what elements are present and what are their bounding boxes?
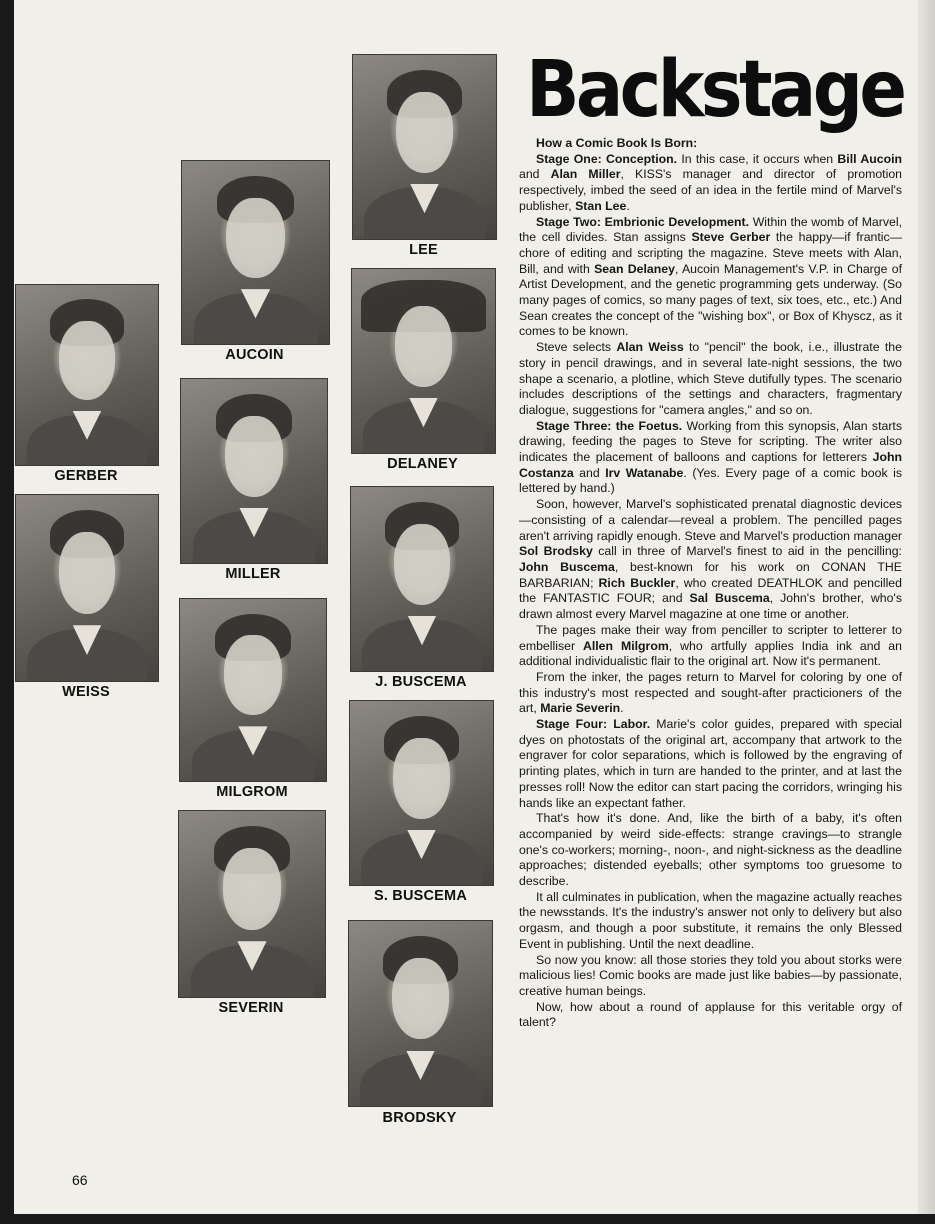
paragraph-weiss: Steve selects Alan Weiss to "pencil" the book, i.e., illustrate the story in pencil drawings, and in several late-night sessions, the two shape a scenario, a plotline, which Steve dutifully types. The scenario includes descriptions of the settings and characters, fragmentary dialogue, suggestions for "camera angles," and so on. (519, 340, 902, 417)
paragraph-publication: It all culminates in publication, when the magazine actually reaches the newsstands. It's the industry's answer not only to delivery but also orgasm, and though a poor substitute, it remains the only Blessed Event in publishing. Until the next deadline. (519, 889, 902, 951)
caption-j-buscema: J. BUSCEMA (375, 674, 467, 690)
photo-aucoin (181, 160, 330, 345)
photo-j-buscema (350, 486, 494, 672)
caption-milgrom: MILGROM (216, 784, 288, 800)
paragraph-stage-three: Stage Three: the Foetus. Working from this synopsis, Alan starts drawing, feeding the pages to Steve for scripting. The writer also indicates the placement of balloons and captions for letterers John Costanza and Irv Watanabe. (Yes. Every page of a comic book is lettered by hand.) (519, 418, 902, 496)
paragraph-stage-one: Stage One: Conception. In this case, it occurs when Bill Aucoin and Alan Miller, KISS's manager and director of promotion respectively, imbed the seed of an idea in the fertile mind of Marvel's publisher, Stan Lee. (519, 151, 903, 213)
paragraph-stage-two: Stage Two: Embrionic Development. Within the womb of Marvel, the cell divides. Stan assigns Steve Gerber the happy—if frantic—chore of editing and scripting the magazine. Steve meets with Alan, Bill, and with Sean Delaney, Aucoin Management's V.P. in Charge of Artist Development, and the genetic programming gets underway. (So many pages of comics, so many pages of text, six toes, etc., etc.) And Sean creates the concept of the "wishing box", or Box of Khyscz, as it comes to be known. (519, 214, 903, 339)
photo-lee (352, 54, 497, 240)
photo-weiss (15, 494, 159, 682)
article-intro: How a Comic Book Is Born: (536, 136, 698, 150)
caption-delaney: DELANEY (387, 456, 458, 472)
page-binding-shadow (0, 0, 14, 1224)
page-number: 66 (72, 1172, 88, 1188)
photo-milgrom (179, 598, 327, 782)
caption-s-buscema: S. BUSCEMA (373, 888, 468, 904)
photo-brodsky (348, 920, 493, 1107)
photo-delaney (351, 268, 496, 454)
article-body (519, 136, 902, 1031)
photo-miller (180, 378, 328, 564)
caption-gerber: GERBER (54, 468, 118, 484)
caption-lee: LEE (409, 242, 438, 258)
page-bottom-edge (0, 1214, 935, 1224)
paragraph-inker: The pages make their way from penciller to scripter to letterer to embelliser Allen Milgrom, who artfully applies India ink and an additional individualistic flair to the original art. Now it's permanent. (519, 622, 902, 669)
caption-weiss: WEISS (62, 684, 110, 700)
caption-miller: MILLER (225, 566, 281, 582)
photo-severin (178, 810, 326, 998)
paragraph-storks: So now you know: all those stories they told you about storks were malicious lies! Comic books are made just like babies—by passionate, creative human beings. (519, 952, 902, 998)
paragraph-applause: Now, how about a round of applause for this veritable orgy of talent? (519, 999, 902, 1030)
paragraph-colorist: From the inker, the pages return to Marvel for coloring by one of this industry's most respected and sought-after practicioners of the art, Marie Severin. (519, 669, 902, 716)
caption-severin: SEVERIN (218, 1000, 284, 1016)
photo-s-buscema (349, 700, 494, 886)
caption-brodsky: BRODSKY (382, 1110, 457, 1126)
page-title: Backstage (526, 45, 904, 135)
photo-gerber (15, 284, 159, 466)
paragraph-stage-four: Stage Four: Labor. Marie's color guides, prepared with special dyes on photostats of the original art, accompany that artwork to the engraver for color separations, which is followed by the engraving of printing plates, which in turn are handed to the printer, and at last the presses roll! Now the editor can start pacing the corridors, wringing his hands like an expectant father. (519, 717, 902, 810)
caption-aucoin: AUCOIN (225, 347, 284, 363)
page-edge (918, 0, 935, 1224)
paragraph-pencillers: Soon, however, Marvel's sophisticated prenatal diagnostic devices—consisting of a calendar—reveal a problem. The pencilled pages aren't arriving rapidly enough. Steve and Marvel's production manager Sol Brodsky call in three of Marvel's finest to aid in the pencilling: John Buscema, best-known for his work on CONAN THE BARBARIAN; Rich Buckler, who created DEATHLOK and pencilled the FANTASTIC FOUR; and Sal Buscema, John's brother, who's drawn almost every Marvel magazine at one time or another. (519, 497, 902, 622)
paragraph-side-effects: That's how it's done. And, like the birth of a baby, it's often accompanied by weird side-effects: strange cravings—to strangle one's co-workers; morning-, noon-, and night-sickness as the deadline approaches; distended eyeballs; other symptoms too gruesome to describe. (519, 811, 902, 889)
